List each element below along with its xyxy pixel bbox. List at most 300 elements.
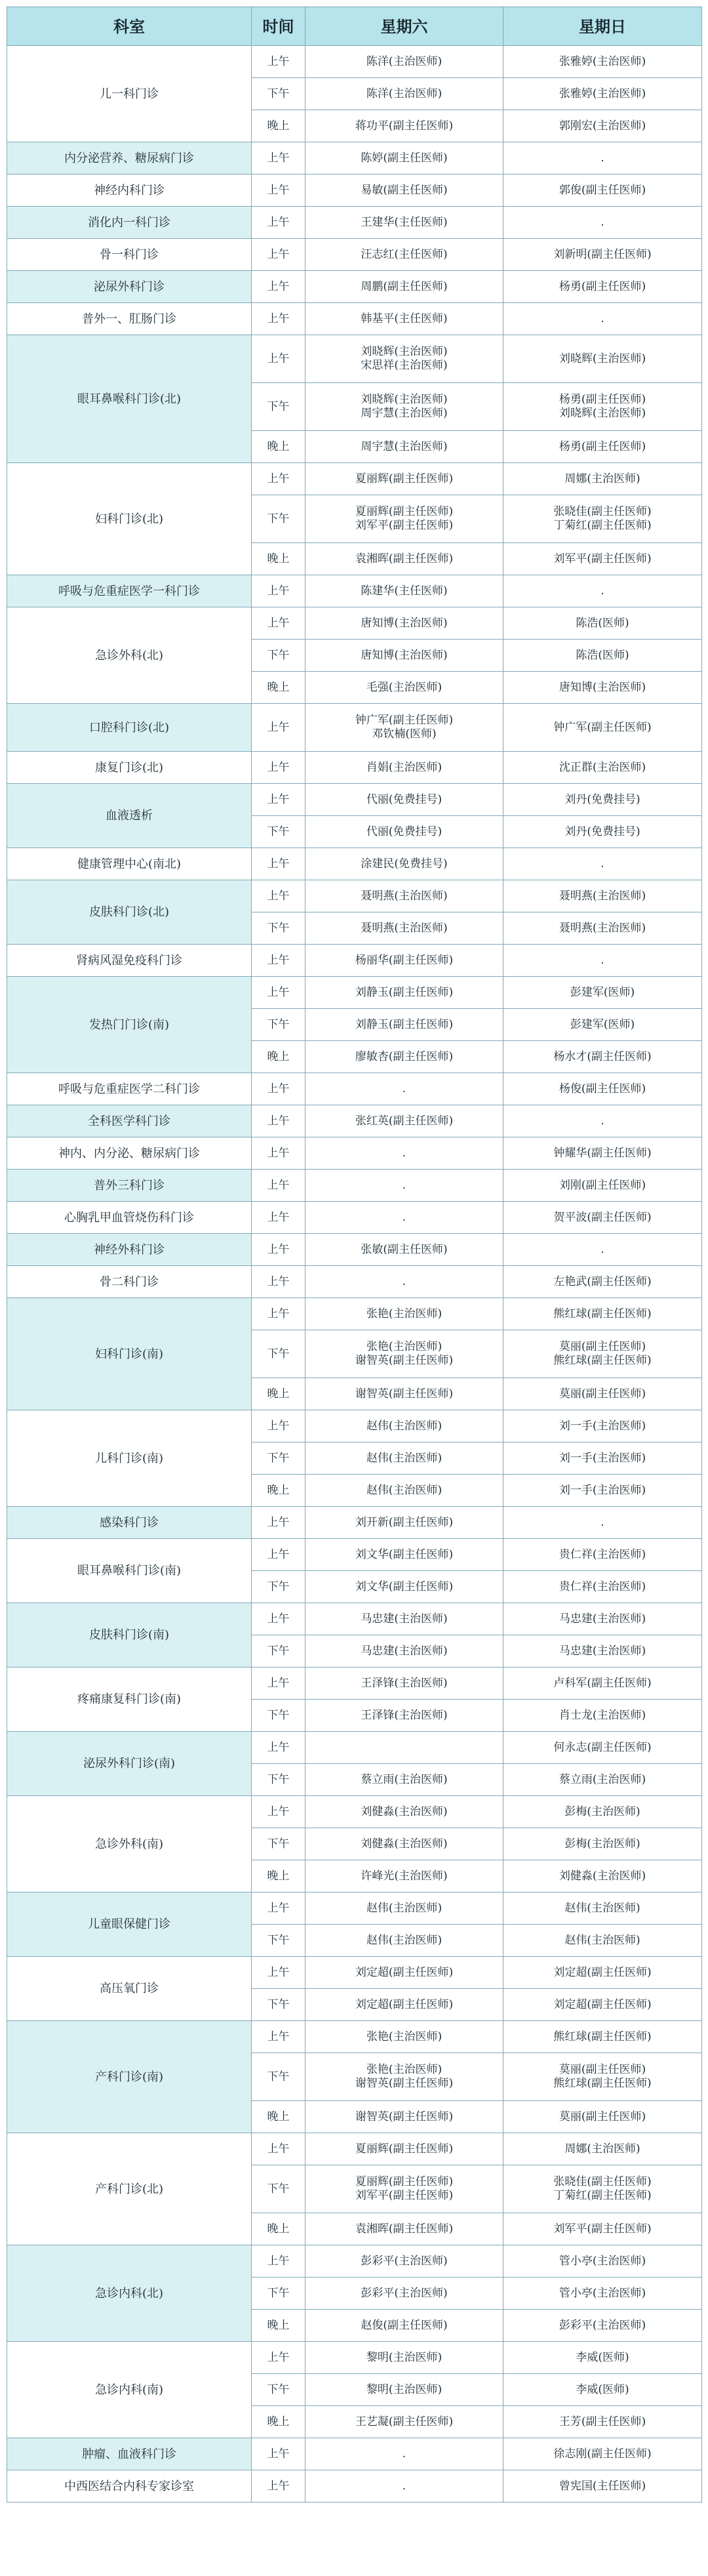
saturday-cell: 彭彩平(主治医师) (305, 2245, 503, 2278)
dept-cell: 儿童眼保健门诊 (7, 1892, 252, 1957)
time-cell: 上午 (252, 1202, 305, 1234)
sunday-cell: 陈浩(医师) (503, 607, 702, 640)
header-dept: 科室 (7, 7, 252, 46)
saturday-cell: 刘晓辉(主治医师) 宋思祥(主治医师) (305, 335, 503, 383)
saturday-cell: 袁湘晖(副主任医师) (305, 2213, 503, 2245)
schedule-sheet (7, 7, 701, 2569)
sunday-cell: 刘新明(副主任医师) (503, 239, 702, 271)
saturday-cell: 唐知博(主治医师) (305, 607, 503, 640)
sunday-cell: 肖士龙(主治医师) (503, 1700, 702, 1732)
saturday-cell: 刘定超(副主任医师) (305, 1989, 503, 2021)
sunday-cell: 彭建军(医师) (503, 1009, 702, 1041)
saturday-cell: 王建华(主任医师) (305, 207, 503, 239)
table-row (7, 463, 702, 495)
dept-cell: 普外三科门诊 (7, 1170, 252, 1202)
saturday-cell: 唐知博(主治医师) (305, 640, 503, 672)
table-row (7, 142, 702, 174)
dept-cell: 神经外科门诊 (7, 1234, 252, 1266)
sunday-cell: 刘健淼(主治医师) (503, 1860, 702, 1892)
sunday-cell: 马忠建(主治医师) (503, 1635, 702, 1667)
saturday-cell: 刘静玉(副主任医师) (305, 977, 503, 1009)
sunday-cell: 张晓佳(副主任医师) 丁菊红(副主任医师) (503, 495, 702, 543)
sunday-cell: 管小亭(主治医师) (503, 2245, 702, 2278)
time-cell: 上午 (252, 2470, 305, 2503)
saturday-cell: 张艳(主治医师) (305, 1298, 503, 1330)
saturday-cell: . (305, 1170, 503, 1202)
saturday-cell: 袁湘晖(副主任医师) (305, 543, 503, 575)
time-cell: 上午 (252, 463, 305, 495)
dept-cell: 康复门诊(北) (7, 752, 252, 784)
time-cell: 上午 (252, 704, 305, 752)
sunday-cell: 刘刚(副主任医师) (503, 1170, 702, 1202)
saturday-cell: 聂明燕(主治医师) (305, 912, 503, 945)
sunday-cell: 刘定超(副主任医师) (503, 1989, 702, 2021)
time-cell: 上午 (252, 2133, 305, 2165)
saturday-cell: 易敏(副主任医师) (305, 174, 503, 207)
time-cell: 下午 (252, 495, 305, 543)
table-row (7, 1603, 702, 1635)
saturday-cell: 陈洋(主治医师) (305, 46, 503, 78)
dept-cell: 产科门诊(北) (7, 2133, 252, 2245)
time-cell: 晚上 (252, 2213, 305, 2245)
saturday-cell: 赵伟(主治医师) (305, 1410, 503, 1442)
time-cell: 下午 (252, 2278, 305, 2310)
sunday-cell: 杨水才(副主任医师) (503, 1041, 702, 1073)
time-cell: 下午 (252, 640, 305, 672)
sunday-cell: . (503, 303, 702, 335)
sunday-cell: . (503, 945, 702, 977)
dept-cell: 急诊外科(南) (7, 1796, 252, 1892)
sunday-cell: 彭建军(医师) (503, 977, 702, 1009)
saturday-cell: 张艳(主治医师) (305, 2021, 503, 2053)
saturday-cell: . (305, 2470, 503, 2503)
table-row (7, 303, 702, 335)
dept-cell: 口腔科门诊(北) (7, 704, 252, 752)
saturday-cell: 张艳(主治医师) 谢智英(副主任医师) (305, 2053, 503, 2101)
time-cell: 下午 (252, 1989, 305, 2021)
dept-cell: 血液透析 (7, 784, 252, 848)
dept-cell: 妇科门诊(南) (7, 1298, 252, 1410)
time-cell: 上午 (252, 1732, 305, 1764)
dept-cell: 妇科门诊(北) (7, 463, 252, 575)
dept-cell: 神内、内分泌、糖尿病门诊 (7, 1137, 252, 1170)
sunday-cell: . (503, 1105, 702, 1137)
sunday-cell: 张雅婷(主治医师) (503, 46, 702, 78)
time-cell: 上午 (252, 46, 305, 78)
time-cell: 下午 (252, 1700, 305, 1732)
sunday-cell: 聂明燕(主治医师) (503, 880, 702, 912)
sunday-cell: 彭梅(主治医师) (503, 1796, 702, 1828)
sunday-cell: 聂明燕(主治医师) (503, 912, 702, 945)
saturday-cell: 许峰光(主治医师) (305, 1860, 503, 1892)
sunday-cell: 李威(医师) (503, 2342, 702, 2374)
dept-cell: 感染科门诊 (7, 1507, 252, 1539)
table-row (7, 207, 702, 239)
time-cell: 晚上 (252, 672, 305, 704)
time-cell: 下午 (252, 78, 305, 110)
dept-cell: 健康管理中心(南北) (7, 848, 252, 880)
dept-cell: 呼吸与危重症医学二科门诊 (7, 1073, 252, 1105)
time-cell: 上午 (252, 752, 305, 784)
time-cell: 晚上 (252, 2406, 305, 2438)
saturday-cell: 聂明燕(主治医师) (305, 880, 503, 912)
saturday-cell: 毛强(主治医师) (305, 672, 503, 704)
time-cell: 上午 (252, 1266, 305, 1298)
dept-cell: 骨一科门诊 (7, 239, 252, 271)
sunday-cell: 王芳(副主任医师) (503, 2406, 702, 2438)
table-row (7, 848, 702, 880)
sunday-cell: 刘一手(主治医师) (503, 1475, 702, 1507)
time-cell: 上午 (252, 848, 305, 880)
time-cell: 上午 (252, 1234, 305, 1266)
sunday-cell: 彭彩平(主治医师) (503, 2310, 702, 2342)
table-row (7, 1202, 702, 1234)
dept-cell: 产科门诊(南) (7, 2021, 252, 2133)
time-cell: 上午 (252, 174, 305, 207)
sunday-cell: 杨勇(副主任医师) 刘晓辉(主治医师) (503, 383, 702, 431)
sunday-cell: 钟广军(副主任医师) (503, 704, 702, 752)
sunday-cell: 贵仁祥(主治医师) (503, 1539, 702, 1571)
time-cell: 上午 (252, 1796, 305, 1828)
time-cell: 下午 (252, 1330, 305, 1378)
saturday-cell: 廖敏杏(副主任医师) (305, 1041, 503, 1073)
schedule-table (7, 7, 702, 2503)
time-cell: 下午 (252, 1635, 305, 1667)
time-cell: 上午 (252, 1892, 305, 1925)
time-cell: 上午 (252, 1137, 305, 1170)
dept-cell: 发热门门诊(南) (7, 977, 252, 1073)
time-cell: 上午 (252, 335, 305, 383)
sunday-cell: . (503, 1234, 702, 1266)
saturday-cell: 陈婷(副主任医师) (305, 142, 503, 174)
dept-cell: 全科医学科门诊 (7, 1105, 252, 1137)
saturday-cell: 杨丽华(副主任医师) (305, 945, 503, 977)
table-row (7, 945, 702, 977)
dept-cell: 皮肤科门诊(南) (7, 1603, 252, 1667)
table-row (7, 2438, 702, 2470)
saturday-cell: 彭彩平(主治医师) (305, 2278, 503, 2310)
saturday-cell: 赵伟(主治医师) (305, 1925, 503, 1957)
sunday-cell: 卢科军(副主任医师) (503, 1667, 702, 1700)
saturday-cell: 赵伟(主治医师) (305, 1442, 503, 1475)
header-saturday: 星期六 (305, 7, 503, 46)
sunday-cell: 赵伟(主治医师) (503, 1925, 702, 1957)
time-cell: 上午 (252, 239, 305, 271)
saturday-cell: . (305, 1073, 503, 1105)
table-row (7, 1507, 702, 1539)
time-cell: 上午 (252, 271, 305, 303)
sunday-cell: 彭梅(主治医师) (503, 1828, 702, 1860)
table-row (7, 784, 702, 816)
schedule-body (7, 46, 702, 2503)
table-row (7, 1137, 702, 1170)
saturday-cell: 刘文华(副主任医师) (305, 1571, 503, 1603)
saturday-cell: 韩基平(主任医师) (305, 303, 503, 335)
time-cell: 上午 (252, 1603, 305, 1635)
dept-cell: 泌尿外科门诊 (7, 271, 252, 303)
saturday-cell: . (305, 2438, 503, 2470)
table-row (7, 1957, 702, 1989)
sunday-cell: 刘丹(免费挂号) (503, 816, 702, 848)
time-cell: 上午 (252, 945, 305, 977)
saturday-cell: 张艳(主治医师) 谢智英(副主任医师) (305, 1330, 503, 1378)
saturday-cell: 蔡立雨(主治医师) (305, 1764, 503, 1796)
sunday-cell: 钟耀华(副主任医师) (503, 1137, 702, 1170)
dept-cell: 泌尿外科门诊(南) (7, 1732, 252, 1796)
saturday-cell: 赵俊(副主任医师) (305, 2310, 503, 2342)
saturday-cell: . (305, 1266, 503, 1298)
sunday-cell: . (503, 142, 702, 174)
dept-cell: 肾病风湿免疫科门诊 (7, 945, 252, 977)
saturday-cell: 赵伟(主治医师) (305, 1892, 503, 1925)
saturday-cell (305, 1732, 503, 1764)
time-cell: 晚上 (252, 1041, 305, 1073)
table-row (7, 1298, 702, 1330)
header-time: 时间 (252, 7, 305, 46)
time-cell: 晚上 (252, 431, 305, 463)
time-cell: 上午 (252, 784, 305, 816)
sunday-cell: . (503, 575, 702, 607)
saturday-cell: 周宇慧(主治医师) (305, 431, 503, 463)
sunday-cell: . (503, 848, 702, 880)
time-cell: 上午 (252, 207, 305, 239)
saturday-cell: 代丽(免费挂号) (305, 816, 503, 848)
saturday-cell: 黎明(主治医师) (305, 2374, 503, 2406)
dept-cell: 皮肤科门诊(北) (7, 880, 252, 945)
time-cell: 上午 (252, 575, 305, 607)
sunday-cell: 贵仁祥(主治医师) (503, 1571, 702, 1603)
time-cell: 晚上 (252, 543, 305, 575)
saturday-cell: . (305, 1202, 503, 1234)
saturday-cell: 刘开新(副主任医师) (305, 1507, 503, 1539)
sunday-cell: 刘定超(副主任医师) (503, 1957, 702, 1989)
sunday-cell: 熊红球(副主任医师) (503, 1298, 702, 1330)
dept-cell: 疼痛康复科门诊(南) (7, 1667, 252, 1732)
sunday-cell: . (503, 1507, 702, 1539)
saturday-cell: 周鹏(副主任医师) (305, 271, 503, 303)
sunday-cell: 莫丽(副主任医师) 熊红球(副主任医师) (503, 2053, 702, 2101)
sunday-cell: 周娜(主治医师) (503, 2133, 702, 2165)
saturday-cell: 夏丽辉(副主任医师) (305, 2133, 503, 2165)
sunday-cell: 熊红球(副主任医师) (503, 2021, 702, 2053)
sunday-cell: 周娜(主治医师) (503, 463, 702, 495)
table-row (7, 1667, 702, 1700)
header-sunday: 星期日 (503, 7, 702, 46)
sunday-cell: 莫丽(副主任医师) (503, 1378, 702, 1410)
sunday-cell: 莫丽(副主任医师) (503, 2101, 702, 2133)
time-cell: 上午 (252, 1105, 305, 1137)
sunday-cell: 唐知博(主治医师) (503, 672, 702, 704)
time-cell: 下午 (252, 2165, 305, 2213)
saturday-cell: 黎明(主治医师) (305, 2342, 503, 2374)
table-row (7, 335, 702, 383)
dept-cell: 消化内一科门诊 (7, 207, 252, 239)
saturday-cell: 陈洋(主治医师) (305, 78, 503, 110)
table-row (7, 1732, 702, 1764)
table-row (7, 2021, 702, 2053)
table-row (7, 271, 702, 303)
dept-cell: 呼吸与危重症医学一科门诊 (7, 575, 252, 607)
saturday-cell: 涂建民(免费挂号) (305, 848, 503, 880)
table-row (7, 704, 702, 752)
time-cell: 上午 (252, 1298, 305, 1330)
time-cell: 下午 (252, 2053, 305, 2101)
sunday-cell: . (503, 207, 702, 239)
dept-cell: 肿瘤、血液科门诊 (7, 2438, 252, 2470)
dept-cell: 高压氧门诊 (7, 1957, 252, 2021)
sunday-cell: 管小亭(主治医师) (503, 2278, 702, 2310)
table-row (7, 1266, 702, 1298)
dept-cell: 神经内科门诊 (7, 174, 252, 207)
sunday-cell: 马忠建(主治医师) (503, 1603, 702, 1635)
dept-cell: 急诊内科(北) (7, 2245, 252, 2342)
time-cell: 晚上 (252, 2101, 305, 2133)
time-cell: 下午 (252, 1442, 305, 1475)
saturday-cell: 张敏(副主任医师) (305, 1234, 503, 1266)
time-cell: 上午 (252, 2245, 305, 2278)
time-cell: 晚上 (252, 2310, 305, 2342)
table-row (7, 1892, 702, 1925)
sunday-cell: 郭刚宏(主治医师) (503, 110, 702, 142)
table-row (7, 1105, 702, 1137)
time-cell: 下午 (252, 816, 305, 848)
table-row (7, 575, 702, 607)
table-row (7, 752, 702, 784)
saturday-cell: 夏丽辉(副主任医师) 刘军平(副主任医师) (305, 495, 503, 543)
sunday-cell: 杨俊(副主任医师) (503, 1073, 702, 1105)
sunday-cell: 刘军平(副主任医师) (503, 543, 702, 575)
time-cell: 下午 (252, 1009, 305, 1041)
sunday-cell: 郭俊(副主任医师) (503, 174, 702, 207)
table-row (7, 1170, 702, 1202)
sunday-cell: 杨勇(副主任医师) (503, 271, 702, 303)
time-cell: 上午 (252, 1667, 305, 1700)
table-row (7, 239, 702, 271)
sunday-cell: 张雅婷(主治医师) (503, 78, 702, 110)
saturday-cell: 钟广军(副主任医师) 邓钦楠(医师) (305, 704, 503, 752)
sunday-cell: 刘一手(主治医师) (503, 1410, 702, 1442)
dept-cell: 中西医结合内科专家诊室 (7, 2470, 252, 2503)
saturday-cell: 王艺凝(副主任医师) (305, 2406, 503, 2438)
dept-cell: 儿科门诊(南) (7, 1410, 252, 1507)
sunday-cell: 陈浩(医师) (503, 640, 702, 672)
saturday-cell: 张红英(副主任医师) (305, 1105, 503, 1137)
saturday-cell: 谢智英(副主任医师) (305, 1378, 503, 1410)
time-cell: 上午 (252, 142, 305, 174)
sunday-cell: 刘军平(副主任医师) (503, 2213, 702, 2245)
time-cell: 上午 (252, 880, 305, 912)
time-cell: 晚上 (252, 1475, 305, 1507)
sunday-cell: 贺平波(副主任医师) (503, 1202, 702, 1234)
saturday-cell: 马忠建(主治医师) (305, 1603, 503, 1635)
time-cell: 上午 (252, 1507, 305, 1539)
table-row (7, 880, 702, 912)
saturday-cell: 刘静玉(副主任医师) (305, 1009, 503, 1041)
sunday-cell: 李威(医师) (503, 2374, 702, 2406)
header-row (7, 7, 702, 46)
time-cell: 下午 (252, 1925, 305, 1957)
table-row (7, 46, 702, 78)
saturday-cell: 刘文华(副主任医师) (305, 1539, 503, 1571)
time-cell: 上午 (252, 1073, 305, 1105)
table-row (7, 2245, 702, 2278)
saturday-cell: 夏丽辉(副主任医师) 刘军平(副主任医师) (305, 2165, 503, 2213)
sunday-cell: 张晓佳(副主任医师) 丁菊红(副主任医师) (503, 2165, 702, 2213)
dept-cell: 儿一科门诊 (7, 46, 252, 142)
saturday-cell: 王泽锋(主治医师) (305, 1700, 503, 1732)
time-cell: 晚上 (252, 1860, 305, 1892)
time-cell: 上午 (252, 2438, 305, 2470)
sunday-cell: 莫丽(副主任医师) 熊红球(副主任医师) (503, 1330, 702, 1378)
sunday-cell: 何永志(副主任医师) (503, 1732, 702, 1764)
sunday-cell: 曾宪国(主任医师) (503, 2470, 702, 2503)
sunday-cell: 刘晓辉(主治医师) (503, 335, 702, 383)
time-cell: 上午 (252, 2342, 305, 2374)
time-cell: 上午 (252, 2021, 305, 2053)
sunday-cell: 赵伟(主治医师) (503, 1892, 702, 1925)
saturday-cell: 刘晓辉(主治医师) 周宇慧(主治医师) (305, 383, 503, 431)
saturday-cell: 肖娟(主治医师) (305, 752, 503, 784)
saturday-cell: 王泽锋(主治医师) (305, 1667, 503, 1700)
saturday-cell: 夏丽辉(副主任医师) (305, 463, 503, 495)
saturday-cell: 陈建华(主任医师) (305, 575, 503, 607)
sunday-cell: 左艳武(副主任医师) (503, 1266, 702, 1298)
dept-cell: 急诊内科(南) (7, 2342, 252, 2438)
saturday-cell: 蒋功平(副主任医师) (305, 110, 503, 142)
table-row (7, 1796, 702, 1828)
sunday-cell: 徐志刚(副主任医师) (503, 2438, 702, 2470)
time-cell: 晚上 (252, 1378, 305, 1410)
dept-cell: 眼耳鼻喉科门诊(北) (7, 335, 252, 463)
saturday-cell: 代丽(免费挂号) (305, 784, 503, 816)
dept-cell: 急诊外科(北) (7, 607, 252, 704)
time-cell: 上午 (252, 1410, 305, 1442)
sunday-cell: 沈正群(主治医师) (503, 752, 702, 784)
time-cell: 下午 (252, 383, 305, 431)
time-cell: 上午 (252, 303, 305, 335)
time-cell: 下午 (252, 1828, 305, 1860)
time-cell: 下午 (252, 1764, 305, 1796)
table-row (7, 1234, 702, 1266)
time-cell: 上午 (252, 977, 305, 1009)
saturday-cell: 刘健淼(主治医师) (305, 1796, 503, 1828)
table-row (7, 1539, 702, 1571)
sunday-cell: 刘一手(主治医师) (503, 1442, 702, 1475)
table-row (7, 2342, 702, 2374)
sunday-cell: 蔡立雨(主治医师) (503, 1764, 702, 1796)
dept-cell: 心胸乳甲血管烧伤科门诊 (7, 1202, 252, 1234)
saturday-cell: 刘健淼(主治医师) (305, 1828, 503, 1860)
saturday-cell: 谢智英(副主任医师) (305, 2101, 503, 2133)
saturday-cell: 刘定超(副主任医师) (305, 1957, 503, 1989)
time-cell: 下午 (252, 1571, 305, 1603)
time-cell: 上午 (252, 1539, 305, 1571)
dept-cell: 眼耳鼻喉科门诊(南) (7, 1539, 252, 1603)
table-row (7, 1073, 702, 1105)
time-cell: 上午 (252, 607, 305, 640)
table-row (7, 2133, 702, 2165)
dept-cell: 普外一、肛肠门诊 (7, 303, 252, 335)
dept-cell: 内分泌营养、糖尿病门诊 (7, 142, 252, 174)
sunday-cell: 刘丹(免费挂号) (503, 784, 702, 816)
saturday-cell: . (305, 1137, 503, 1170)
time-cell: 晚上 (252, 110, 305, 142)
dept-cell: 骨二科门诊 (7, 1266, 252, 1298)
time-cell: 上午 (252, 1170, 305, 1202)
saturday-cell: 马忠建(主治医师) (305, 1635, 503, 1667)
time-cell: 上午 (252, 1957, 305, 1989)
sunday-cell: 杨勇(副主任医师) (503, 431, 702, 463)
